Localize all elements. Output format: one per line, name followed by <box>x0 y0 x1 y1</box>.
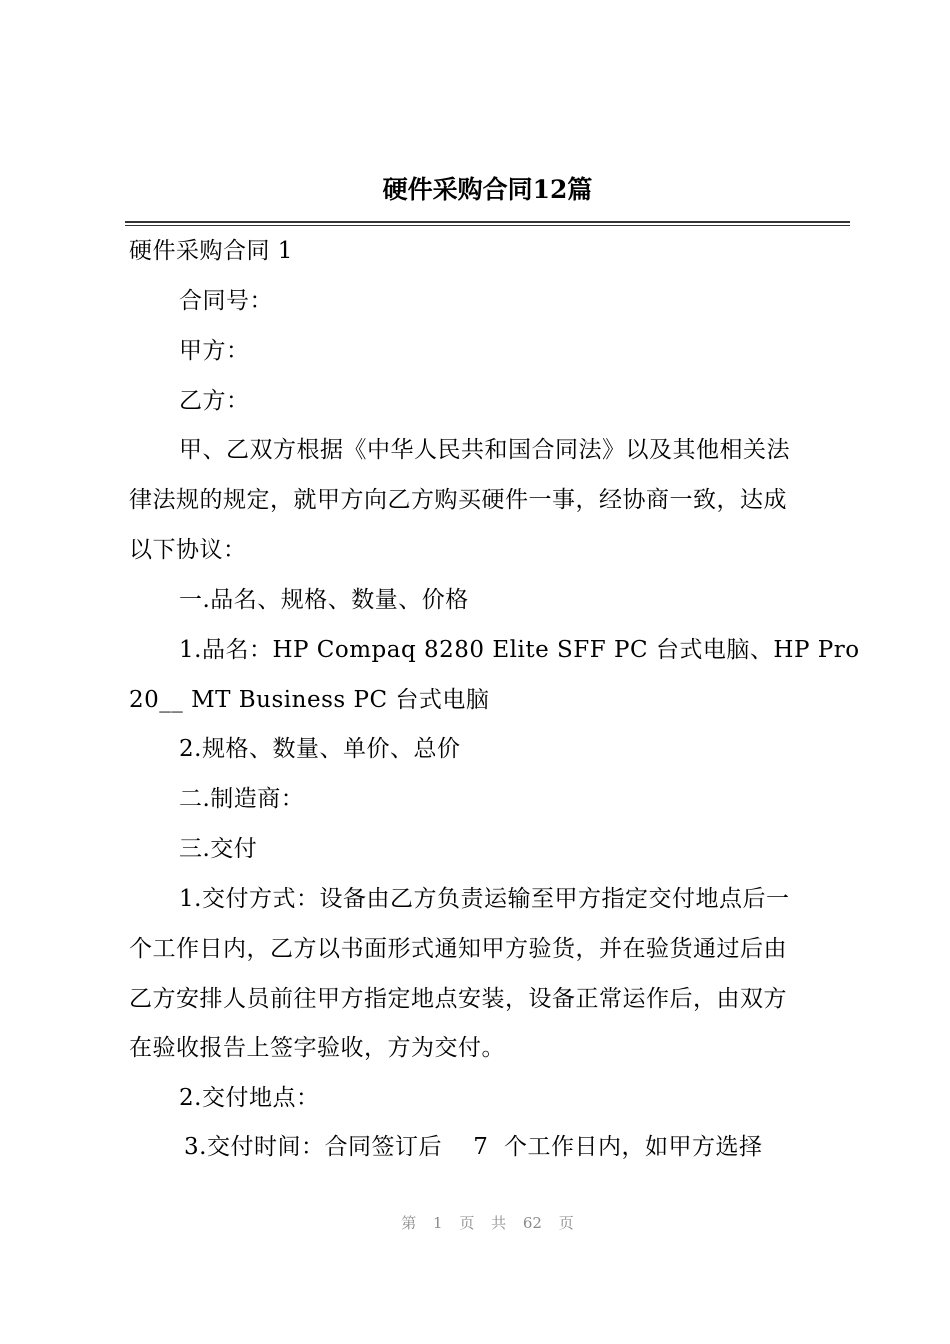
party-b-line: 乙方： <box>179 388 250 414</box>
contract-number-line: 合同号： <box>179 288 273 314</box>
party-a-line: 甲方： <box>179 338 250 364</box>
paragraph-line: 律法规的规定，就甲方向乙方购买硬件一事，经协商一致，达成 <box>129 487 787 513</box>
page-footer: 第 1 页 共 62 页 <box>401 1214 574 1232</box>
paragraph-line: 20__ MT Business PC 台式电脑 <box>129 687 490 713</box>
title-rule-thin <box>125 225 850 226</box>
clause-heading: 一.品名、规格、数量、价格 <box>179 587 469 613</box>
paragraph-line: 2.规格、数量、单价、总价 <box>179 736 461 762</box>
paragraph-line: 以下协议： <box>129 537 247 563</box>
clause-heading: 二.制造商： <box>179 786 305 812</box>
document-title: 硬件采购合同12篇 <box>382 175 593 204</box>
title-rule-thick <box>125 221 850 223</box>
section-heading: 硬件采购合同 1 <box>129 238 293 264</box>
paragraph-line: 1.交付方式：设备由乙方负责运输至甲方指定交付地点后一 <box>179 886 790 912</box>
paragraph-line: 2.交付地点： <box>179 1085 320 1111</box>
paragraph-line: 甲、乙双方根据《中华人民共和国合同法》以及其他相关法 <box>179 437 790 463</box>
paragraph-line: 在验收报告上签字验收，方为交付。 <box>129 1035 505 1061</box>
paragraph-line: 个工作日内，乙方以书面形式通知甲方验货，并在验货通过后由 <box>129 936 787 962</box>
paragraph-line: 乙方安排人员前往甲方指定地点安装，设备正常运作后，由双方 <box>129 986 787 1012</box>
paragraph-line: 1.品名：HP Compaq 8280 Elite SFF PC 台式电脑、HP Pro <box>179 637 860 663</box>
clause-heading: 三.交付 <box>179 836 258 862</box>
paragraph-line: 3.交付时间：合同签订后 7 个工作日内，如甲方选择 <box>184 1134 763 1160</box>
